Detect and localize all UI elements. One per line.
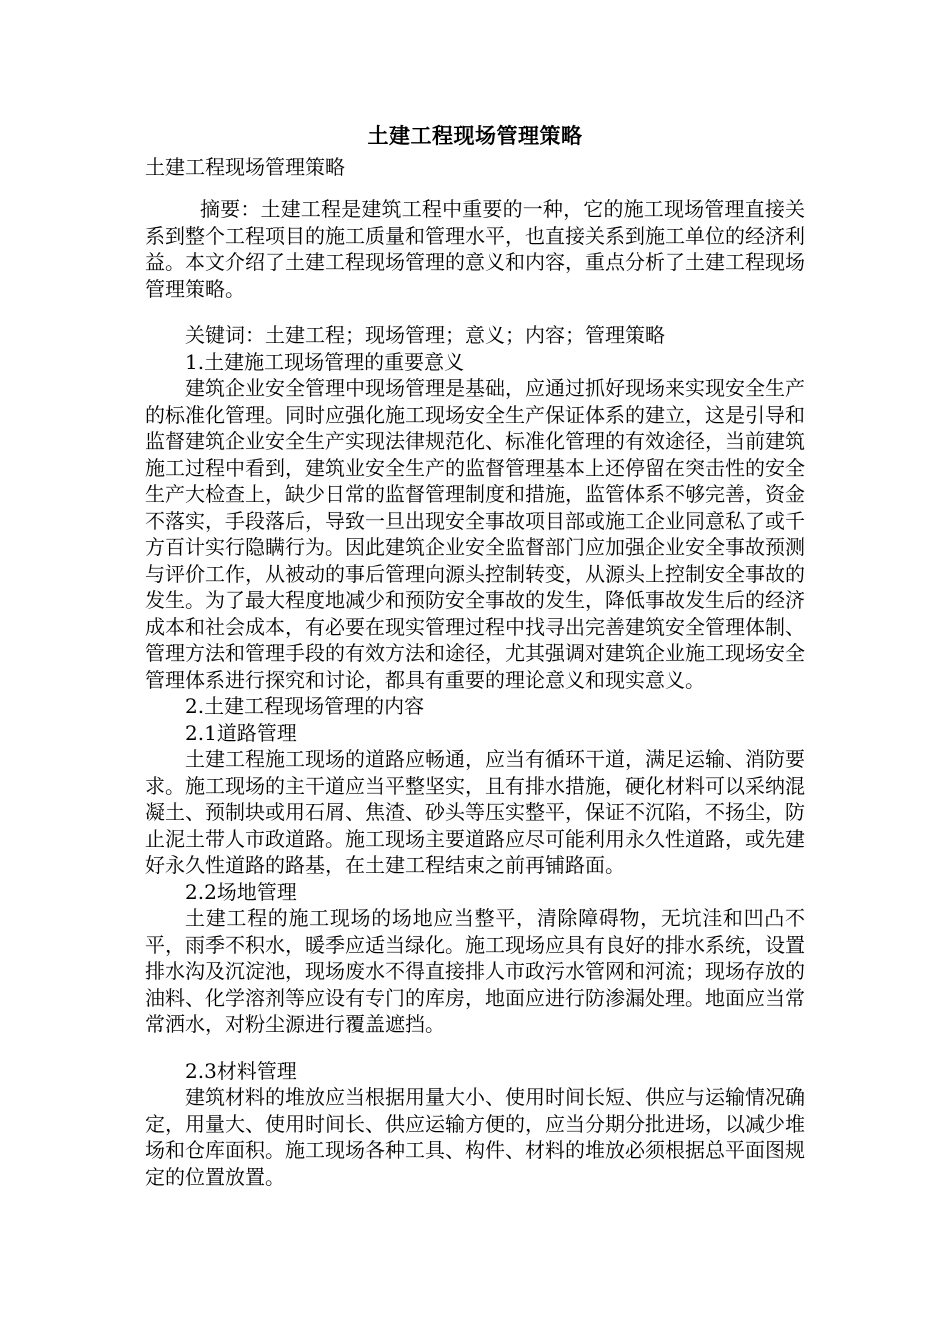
section-2-2-body: 土建工程的施工现场的场地应当整平，清除障碍物，无坑洼和凹凸不平，雨季不积水，暖季应适当绿化。施工现场应具有良好的排水系统，设置排水沟及沉淀池，现场废水不得直接排人市政污水管网和河流；现场存放的油料、化学溶剂等应设有专门的库房，地面应进行防渗漏处理。地面应当常常洒水，对粉尘源进行覆盖遮挡。	[145, 906, 805, 1036]
section-1-heading: 1.土建施工现场管理的重要意义	[185, 349, 465, 374]
document-title: 土建工程现场管理策略	[367, 123, 583, 148]
section-2-1-heading: 2.1道路管理	[185, 720, 297, 745]
section-2-3-body: 建筑材料的堆放应当根据用量大小、使用时间长短、供应与运输情况确定，用量大、使用时间长、供应运输方便的，应当分期分批进场，以减少堆场和仓库面积。施工现场各种工具、构件、材料的堆放必须根据总平面图规定的位置放置。	[145, 1085, 805, 1189]
abstract-paragraph: 摘要：土建工程是建筑工程中重要的一种，它的施工现场管理直接关系到整个工程项目的施工质量和管理水平，也直接关系到施工单位的经济利益。本文介绍了土建工程现场管理的意义和内容，重点分析了土建工程现场管理策略。	[145, 197, 805, 301]
document-page	[145, 118, 805, 1190]
keywords-line: 关键词：土建工程；现场管理；意义；内容；管理策略	[185, 323, 665, 347]
section-2-1-body: 土建工程施工现场的道路应畅通，应当有循环干道，满足运输、消防要求。施工现场的主干道应当平整坚实，且有排水措施，硬化材料可以采纳混凝土、预制块或用石屑、焦渣、砂头等压实整平，保证不沉陷，不扬尘，防止泥土带人市政道路。施工现场主要道路应尽可能利用永久性道路，或先建好永久性道路的路基，在土建工程结束之前再铺路面。	[145, 747, 805, 877]
section-2-3-heading: 2.3材料管理	[185, 1058, 297, 1083]
document-subtitle: 土建工程现场管理策略	[145, 155, 345, 179]
section-2-2-heading: 2.2场地管理	[185, 879, 297, 904]
section-1-body: 建筑企业安全管理中现场管理是基础，应通过抓好现场来实现安全生产的标准化管理。同时应强化施工现场安全生产保证体系的建立，这是引导和监督建筑企业安全生产实现法律规范化、标准化管理的有效途径，当前建筑施工过程中看到，建筑业安全生产的监督管理基本上还停留在突击性的安全生产大检查上，缺少日常的监督管理制度和措施，监管体系不够完善，资金不落实，手段落后，导致一旦出现安全事故项目部或施工企业同意私了或千方百计实行隐瞒行为。因此建筑企业安全监督部门应加强企业安全事故预测与评价工作，从被动的事后管理向源头控制转变，从源头上控制安全事故的发生。为了最大程度地减少和预防安全事故的发生，降低事故发生后的经济成本和社会成本，有必要在现实管理过程中找寻出完善建筑安全管理体制、管理方法和管理手段的有效方法和途径，尤其强调对建筑企业施工现场安全管理体系进行探究和讨论，都具有重要的理论意义和现实意义。	[145, 376, 805, 692]
section-2-heading: 2.土建工程现场管理的内容	[185, 694, 425, 718]
